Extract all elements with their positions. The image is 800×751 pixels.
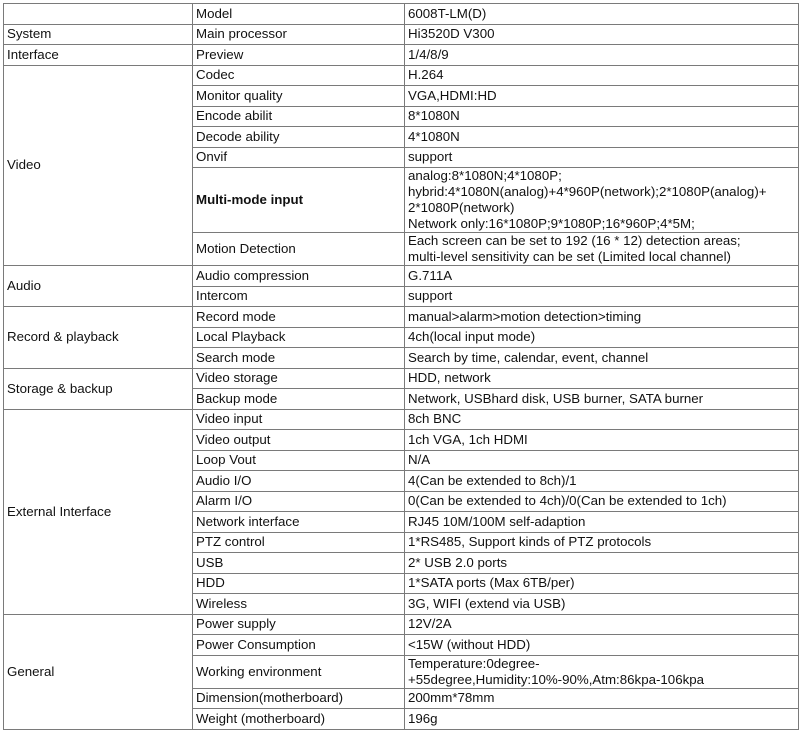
value-line: Temperature:0degree- <box>408 655 540 671</box>
table-row <box>4 4 799 25</box>
property-cell: Intercom <box>193 286 405 307</box>
value-cell: H.264 <box>405 65 799 86</box>
property-cell: Main processor <box>193 24 405 45</box>
value-cell: 2* USB 2.0 ports <box>405 553 799 574</box>
value-cell: VGA,HDMI:HD <box>405 86 799 107</box>
value-cell: 8ch BNC <box>405 409 799 430</box>
table-row <box>4 65 799 86</box>
category-cell: General <box>4 614 193 729</box>
category-cell: Interface <box>4 45 193 66</box>
value-cell: G.711A <box>405 266 799 287</box>
value-cell: Network, USBhard disk, USB burner, SATA burner <box>405 389 799 410</box>
property-cell: Weight (motherboard) <box>193 709 405 730</box>
category-cell: Record & playback <box>4 307 193 369</box>
table-row <box>4 24 799 45</box>
spec-table <box>3 3 799 730</box>
property-cell: Power Consumption <box>193 635 405 656</box>
property-cell: Search mode <box>193 348 405 369</box>
property-cell: Decode ability <box>193 127 405 148</box>
value-cell: manual>alarm>motion detection>timing <box>405 307 799 328</box>
property-cell: Video input <box>193 409 405 430</box>
value-line: multi-level sensitivity can be set (Limited local channel) <box>408 249 731 264</box>
value-cell: 1*SATA ports (Max 6TB/per) <box>405 573 799 594</box>
value-cell <box>405 168 799 233</box>
property-cell: Preview <box>193 45 405 66</box>
value-cell: HDD, network <box>405 368 799 389</box>
property-cell: PTZ control <box>193 532 405 553</box>
value-line: hybrid:4*1080N(analog)+4*960P(network);2*1080P(analog)+ <box>408 184 767 199</box>
value-cell: 4ch(local input mode) <box>405 327 799 348</box>
category-cell: External Interface <box>4 409 193 614</box>
category-cell <box>4 4 193 25</box>
category-cell: Storage & backup <box>4 368 193 409</box>
property-cell: HDD <box>193 573 405 594</box>
value-cell: 3G, WIFI (extend via USB) <box>405 594 799 615</box>
value-cell: <15W (without HDD) <box>405 635 799 656</box>
value-cell: Search by time, calendar, event, channel <box>405 348 799 369</box>
property-cell: Monitor quality <box>193 86 405 107</box>
table-row <box>4 266 799 287</box>
value-cell: 1ch VGA, 1ch HDMI <box>405 430 799 451</box>
table-row <box>4 307 799 328</box>
property-cell: Wireless <box>193 594 405 615</box>
property-cell: Working environment <box>193 655 405 688</box>
property-cell: Audio I/O <box>193 471 405 492</box>
value-cell: 4*1080N <box>405 127 799 148</box>
property-cell: Encode abilit <box>193 106 405 127</box>
property-cell: USB <box>193 553 405 574</box>
property-cell: Motion Detection <box>193 233 405 266</box>
value-cell: 4(Can be extended to 8ch)/1 <box>405 471 799 492</box>
property-cell: Alarm I/O <box>193 491 405 512</box>
value-line: analog:8*1080N;4*1080P; <box>408 168 562 183</box>
property-cell: Model <box>193 4 405 25</box>
property-cell: Power supply <box>193 614 405 635</box>
table-row <box>4 614 799 635</box>
property-cell: Multi-mode input <box>193 168 405 233</box>
property-cell: Loop Vout <box>193 450 405 471</box>
value-cell: 1*RS485, Support kinds of PTZ protocols <box>405 532 799 553</box>
value-cell: 8*1080N <box>405 106 799 127</box>
value-cell: 200mm*78mm <box>405 688 799 709</box>
property-cell: Record mode <box>193 307 405 328</box>
property-cell: Audio compression <box>193 266 405 287</box>
value-cell: RJ45 10M/100M self-adaption <box>405 512 799 533</box>
value-cell: Hi3520D V300 <box>405 24 799 45</box>
property-cell: Backup mode <box>193 389 405 410</box>
category-cell: Audio <box>4 266 193 307</box>
value-line: +55degree,Humidity:10%-90%,Atm:86kpa-106kpa <box>408 671 705 687</box>
value-cell <box>405 655 799 688</box>
value-cell <box>405 233 799 266</box>
category-cell: System <box>4 24 193 45</box>
value-cell: 196g <box>405 709 799 730</box>
value-line: Each screen can be set to 192 (16 * 12) detection areas; <box>408 233 741 248</box>
value-cell: support <box>405 147 799 168</box>
property-cell: Onvif <box>193 147 405 168</box>
property-cell: Network interface <box>193 512 405 533</box>
table-row <box>4 409 799 430</box>
value-cell: 12V/2A <box>405 614 799 635</box>
value-cell: support <box>405 286 799 307</box>
table-row <box>4 45 799 66</box>
property-cell: Video output <box>193 430 405 451</box>
table-row <box>4 368 799 389</box>
value-line: Network only:16*1080P;9*1080P;16*960P;4*5M; <box>408 216 695 231</box>
property-cell: Codec <box>193 65 405 86</box>
category-cell: Video <box>4 65 193 266</box>
value-cell: N/A <box>405 450 799 471</box>
value-line: 2*1080P(network) <box>408 200 515 215</box>
value-cell: 6008T-LM(D) <box>405 4 799 25</box>
property-cell: Dimension(motherboard) <box>193 688 405 709</box>
value-cell: 1/4/8/9 <box>405 45 799 66</box>
property-cell: Local Playback <box>193 327 405 348</box>
property-cell: Video storage <box>193 368 405 389</box>
value-cell: 0(Can be extended to 4ch)/0(Can be extended to 1ch) <box>405 491 799 512</box>
